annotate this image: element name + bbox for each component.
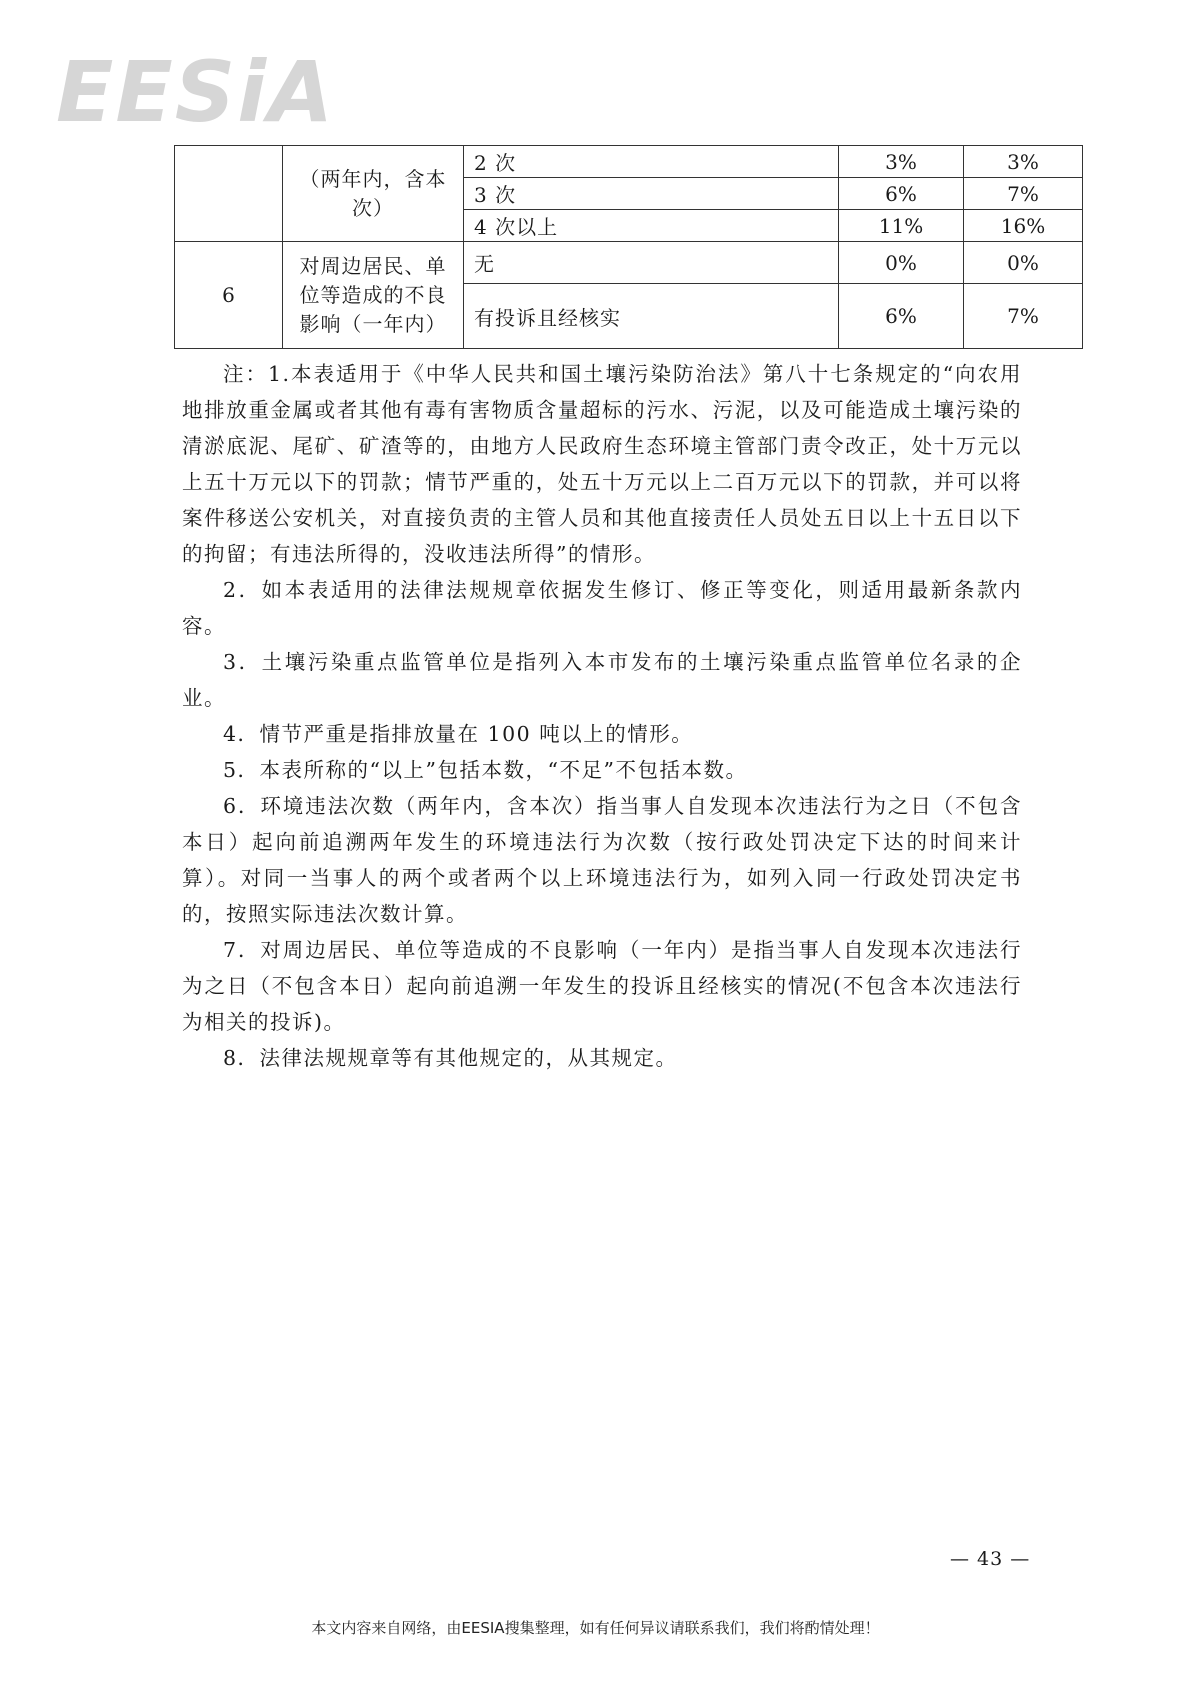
note-paragraph: 4．情节严重是指排放量在 100 吨以上的情形。: [223, 722, 694, 746]
percent-cell: 16%: [964, 210, 1083, 242]
condition-cell: 无: [464, 242, 839, 284]
percent-cell: 0%: [839, 242, 964, 284]
table-row: [175, 242, 1083, 284]
note-paragraph: 5．本表所称的“以上”包括本数，“不足”不包括本数。: [223, 758, 748, 782]
note-paragraph: 8．法律法规规章等有其他规定的，从其规定。: [223, 1046, 678, 1070]
percent-cell: 11%: [839, 210, 964, 242]
note-paragraph: 7．对周边居民、单位等造成的不良影响（一年内）是指当事人自发现本次违法行为之日（不包含本日）起向前追溯一年发生的投诉且经核实的情况(不包含本次违法行为相关的投诉)。: [182, 938, 1022, 1034]
item-cell: （两年内，含本次）: [283, 146, 464, 242]
condition-cell: 2 次: [464, 146, 839, 178]
item-cell: 对周边居民、单位等造成的不良影响（一年内）: [283, 242, 464, 349]
percent-cell: 6%: [839, 178, 964, 210]
percent-cell: 7%: [964, 178, 1083, 210]
eesia-logo: EESiA: [56, 43, 336, 141]
percent-cell: 0%: [964, 242, 1083, 284]
note-paragraph: 注：1.本表适用于《中华人民共和国土壤污染防治法》第八十七条规定的“向农用地排放重金属或者其他有毒有害物质含量超标的污水、污泥，以及可能造成土壤污染的清淤底泥、尾矿、矿渣等的，由地方人民政府生态环境主管部门责令改正，处十万元以上五十万元以下的罚款；情节严重的，处五十万元以上二百万元以下的罚款，并可以将案件移送公安机关，对直接负责的主管人员和其他直接责任人员处五日以上十五日以下的拘留；有违法所得的，没收违法所得”的情形。: [182, 362, 1022, 566]
notes-section: [182, 356, 1022, 1076]
note-paragraph: 2．如本表适用的法律法规规章依据发生修订、修正等变化，则适用最新条款内容。: [182, 578, 1022, 638]
percent-cell: 3%: [964, 146, 1083, 178]
page-number: — 43 —: [950, 1548, 1031, 1570]
condition-cell: 有投诉且经核实: [464, 284, 839, 349]
note-paragraph: 3．土壤污染重点监管单位是指列入本市发布的土壤污染重点监管单位名录的企业。: [182, 650, 1022, 710]
row-index-cell: [175, 146, 283, 242]
footer-disclaimer: 本文内容来自网络，由EESIA搜集整理，如有任何异议请联系我们，我们将酌情处理！: [311, 1619, 880, 1637]
percent-cell: 3%: [839, 146, 964, 178]
note-paragraph: 6．环境违法次数（两年内，含本次）指当事人自发现本次违法行为之日（不包含本日）起向前追溯两年发生的环境违法行为次数（按行政处罚决定下达的时间来计算）。对同一当事人的两个或者两个以上环境违法行为，如列入同一行政处罚决定书的，按照实际违法次数计算。: [182, 794, 1022, 926]
condition-cell: 3 次: [464, 178, 839, 210]
condition-cell: 4 次以上: [464, 210, 839, 242]
percent-cell: 7%: [964, 284, 1083, 349]
row-index-cell: 6: [175, 242, 283, 349]
percent-cell: 6%: [839, 284, 964, 349]
table-row: [175, 146, 1083, 178]
penalty-table: [174, 145, 1083, 349]
